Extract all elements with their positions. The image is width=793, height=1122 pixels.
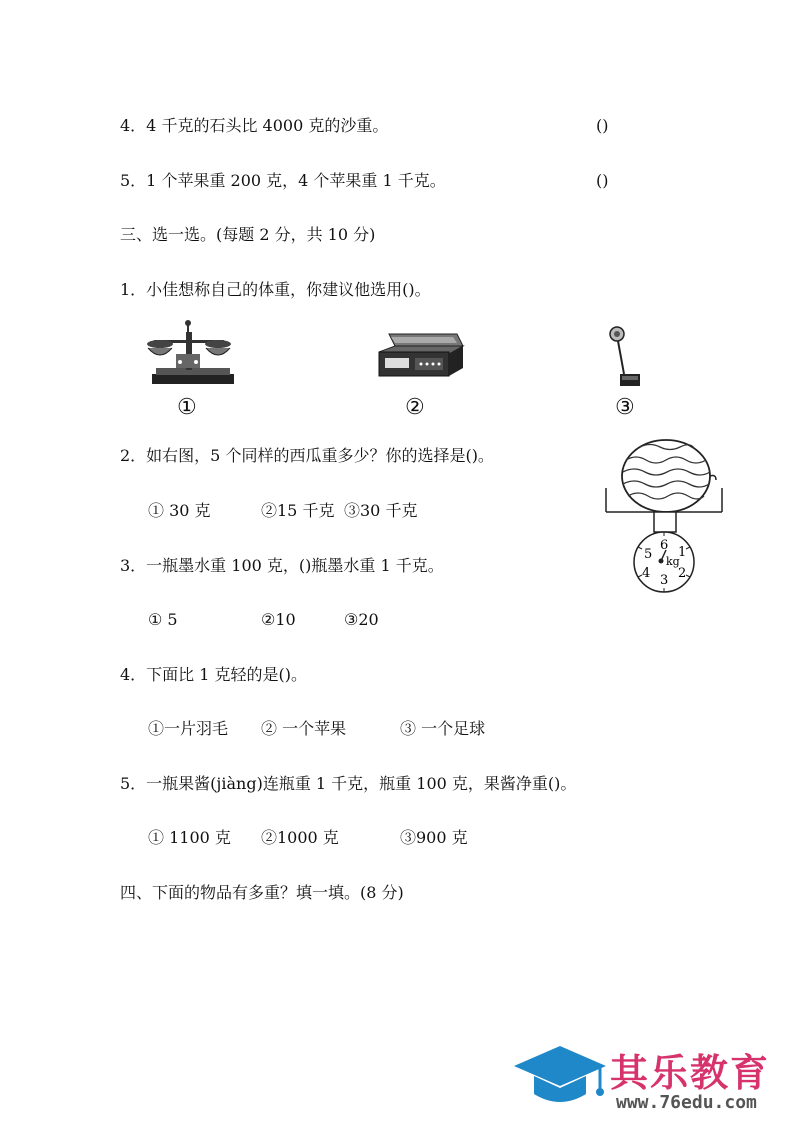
dial-number: 4 (642, 566, 651, 581)
answer-paren-4[interactable]: () (596, 116, 609, 135)
watermelon-scale-figure (600, 432, 730, 598)
dial-number: 1 (678, 545, 687, 560)
q3-option-1[interactable]: ① 5 (148, 610, 178, 629)
dial-number: 3 (660, 573, 669, 588)
graduation-cap-icon (512, 1044, 608, 1112)
judge-item-4: 4．4 千克的石头比 4000 克的沙重。 (120, 116, 389, 135)
judge-item-5: 5．1 个苹果重 200 克，4 个苹果重 1 千克。 (120, 171, 446, 190)
q3-option-3[interactable]: ③20 (344, 610, 379, 629)
question-3: 3．一瓶墨水重 100 克，()瓶墨水重 1 千克。 (120, 556, 444, 575)
body-weight-scale-icon (605, 324, 645, 390)
answer-paren-5[interactable]: () (596, 171, 609, 190)
option-2-label[interactable]: ② (405, 395, 425, 420)
question-4: 4．下面比 1 克轻的是()。 (120, 665, 308, 684)
logo-title: 其乐教育 (610, 1051, 771, 1095)
option-1-label[interactable]: ① (177, 395, 197, 420)
q2-option-2[interactable]: ②15 千克 (261, 501, 335, 520)
logo-url[interactable]: www.76edu.com (616, 1092, 757, 1113)
question-2: 2．如右图，5 个同样的西瓜重多少？你的选择是()。 (120, 446, 494, 465)
q4-option-2[interactable]: ② 一个苹果 (261, 719, 347, 738)
q5-option-3[interactable]: ③900 克 (400, 828, 468, 847)
section-3-heading: 三、选一选。(每题 2 分，共 10 分) (120, 225, 376, 244)
q5-option-2[interactable]: ②1000 克 (261, 828, 339, 847)
q4-option-1[interactable]: ①一片羽毛 (148, 719, 229, 738)
brand-logo (512, 1040, 787, 1115)
question-1: 1．小佳想称自己的体重，你建议他选用()。 (120, 280, 431, 299)
balance-scale-icon (140, 318, 240, 388)
watermelon-icon (622, 440, 716, 512)
dial-number: 2 (678, 566, 687, 581)
dial-number: 6 (660, 538, 669, 553)
q5-option-1[interactable]: ① 1100 克 (148, 828, 231, 847)
q4-option-3[interactable]: ③ 一个足球 (400, 719, 486, 738)
dial-number: 5 (644, 547, 653, 562)
question-5: 5．一瓶果酱(jiàng)连瓶重 1 千克，瓶重 100 克，果酱净重()。 (120, 774, 577, 793)
dial-unit: kg (666, 555, 680, 568)
electronic-scale-icon (375, 330, 465, 380)
q2-option-3[interactable]: ③30 千克 (344, 501, 418, 520)
option-3-label[interactable]: ③ (615, 395, 635, 420)
section-4-heading: 四、下面的物品有多重？填一填。(8 分) (120, 883, 404, 902)
q3-option-2[interactable]: ②10 (261, 610, 296, 629)
q2-option-1[interactable]: ① 30 克 (148, 501, 211, 520)
